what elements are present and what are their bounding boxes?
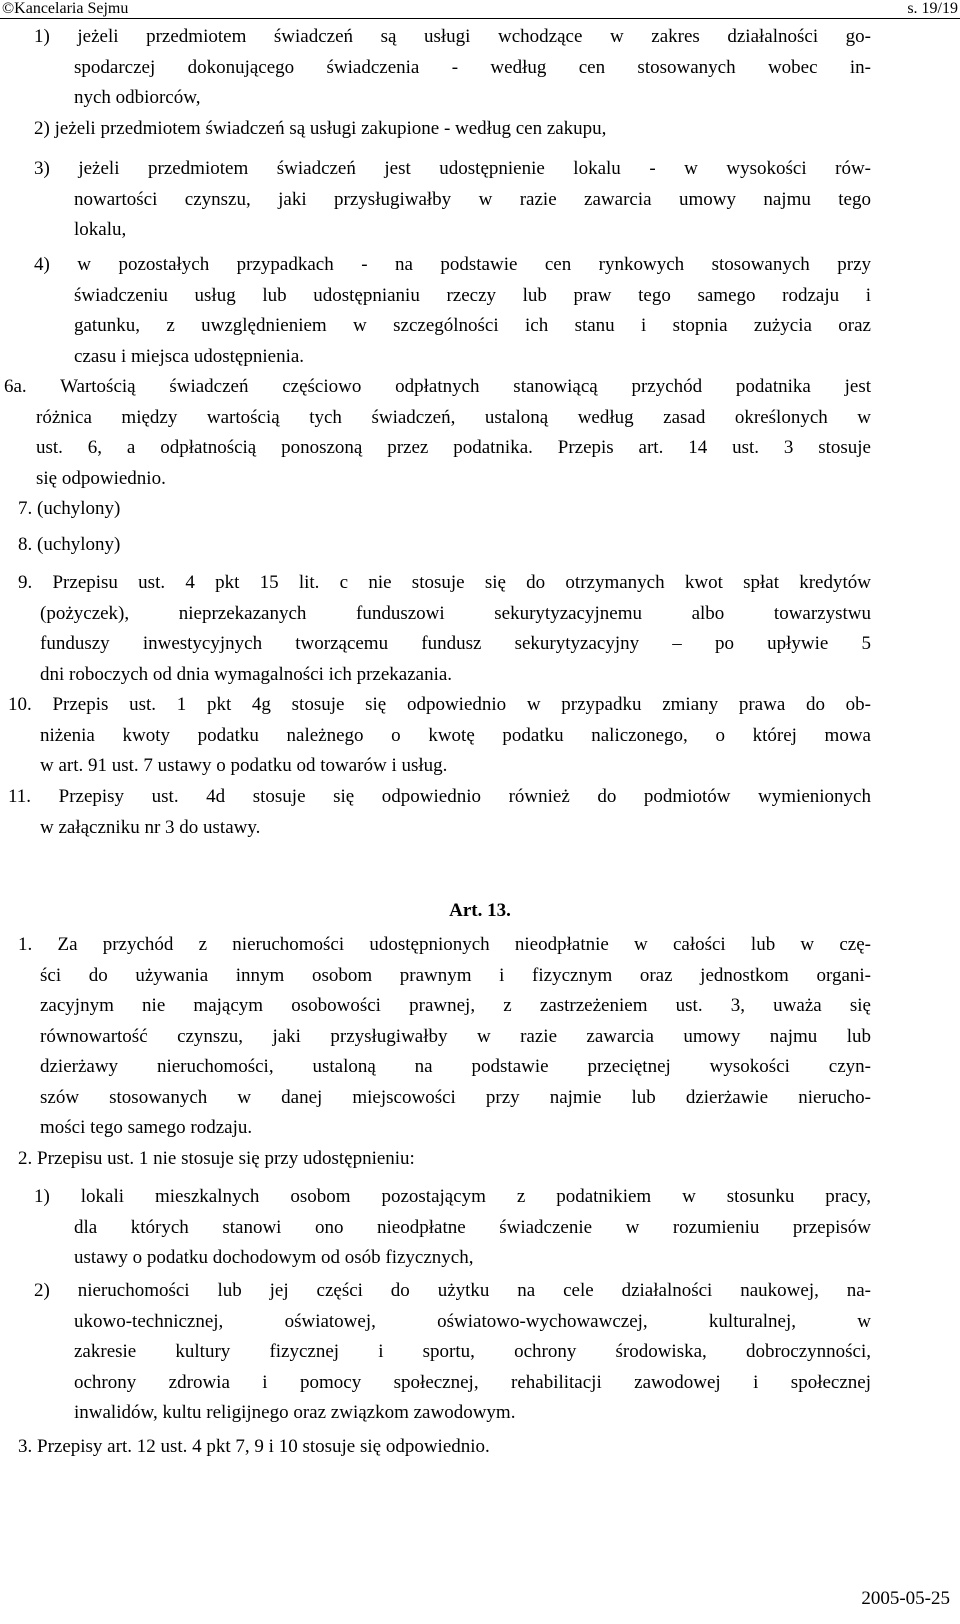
text-line: dla których stanowi ono nieodpłatne świadczenie w rozumieniu przepisów [74, 1216, 871, 1238]
text-line: 2) jeżeli przedmiotem świadczeń są usługi zakupione - według cen zakupu, [34, 118, 607, 139]
text-line: 8. (uchylony) [18, 534, 121, 555]
text-line: nych odbiorców, [74, 87, 201, 108]
text-line: (pożyczek), nieprzekazanych funduszowi sekurytyzacyjnemu albo towarzystwu [40, 602, 871, 624]
text-block [18, 530, 871, 561]
text-block [8, 690, 871, 782]
footer-date: 2005-05-25 [861, 1588, 950, 1609]
text-line: 2. Przepisu ust. 1 nie stosuje się przy udostępnieniu: [18, 1148, 415, 1169]
copyright-label: ©Kancelaria Sejmu [2, 0, 129, 17]
header-rule [0, 18, 960, 19]
text-line: lokalu, [74, 219, 127, 240]
text-line: ochrony zdrowia i pomocy społecznej, rehabilitacji zawodowej i społecznej [74, 1371, 871, 1393]
text-line: niżenia kwoty podatku należnego o kwotę podatku naliczonego, o której mowa [40, 724, 871, 746]
text-line: w art. 91 ust. 7 ustawy o podatku od towarów i usług. [40, 755, 448, 776]
text-line: ust. 6, a odpłatnością ponoszoną przez podatnika. Przepis art. 14 ust. 3 stosuje [36, 437, 871, 458]
text-line: spodarczej dokonującego świadczenia - według cen stosowanych wobec in- [74, 56, 871, 78]
text-line: gatunku, z uwzględnieniem w szczególności ich stanu i stopnia zużycia oraz [74, 315, 871, 336]
text-line: zacyjnym nie mającym osobowości prawnej, z zastrzeżeniem ust. 3, uważa się [40, 995, 871, 1016]
text-block [4, 372, 871, 494]
text-line: szów stosowanych w danej miejscowości przy najmie lub dzierżawie nierucho- [40, 1086, 871, 1108]
text-block [18, 930, 871, 1144]
text-line: 9. Przepisu ust. 4 pkt 15 lit. c nie stosuje się do otrzymanych kwot spłat kredytów [18, 572, 871, 593]
text-line: ukowo-technicznej, oświatowej, oświatowo-wychowawczej, kulturalnej, w [74, 1310, 871, 1332]
text-line: ustawy o podatku dochodowym od osób fizycznych, [74, 1247, 474, 1268]
text-block [34, 250, 871, 372]
text-line: w załączniku nr 3 do ustawy. [40, 816, 261, 838]
text-block [34, 1276, 871, 1429]
text-line: inwalidów, kultu religijnego oraz związkom zawodowym. [74, 1402, 516, 1423]
text-block [18, 568, 871, 690]
text-line: ści do używania innym osobom prawnym i fizycznym oraz jednostkom organi- [40, 964, 871, 986]
text-block [34, 1182, 871, 1274]
text-line: dzierżawy nieruchomości, ustaloną na podstawie przeciętnej wysokości czyn- [40, 1056, 871, 1077]
text-line: funduszy inwestycyjnych tworzącemu fundusz sekurytyzacyjny – po upływie 5 [40, 633, 871, 654]
text-line: 3. Przepisy art. 12 ust. 4 pkt 7, 9 i 10 stosuje się odpowiednio. [18, 1436, 490, 1457]
text-line: 7. (uchylony) [18, 498, 121, 519]
text-line: świadczeniu usług lub udostępnianiu rzeczy lub praw tego samego rodzaju i [74, 284, 871, 306]
text-block [34, 154, 871, 246]
text-line: 10. Przepis ust. 1 pkt 4g stosuje się odpowiednio w przypadku zmiany prawa do ob- [8, 694, 871, 715]
text-block [34, 22, 871, 114]
text-line: zakresie kultury fizycznej i sportu, ochrony środowiska, dobroczynności, [74, 1341, 871, 1362]
text-line: dni roboczych od dnia wymagalności ich przekazania. [40, 663, 453, 685]
text-line: 11. Przepisy ust. 4d stosuje się odpowiednio również do podmiotów wymienionych [8, 786, 871, 807]
text-line: różnica między wartością tych świadczeń, ustaloną według zasad określonych w [36, 406, 871, 428]
text-block [18, 494, 871, 525]
article-title: Art. 13. [449, 900, 511, 921]
text-line: 1. Za przychód z nieruchomości udostępnionych nieodpłatnie w całości lub w czę- [18, 934, 871, 955]
text-block [18, 1432, 871, 1463]
text-line: czasu i miejsca udostępnienia. [74, 345, 305, 367]
text-line: 4) w pozostałych przypadkach - na podstawie cen rynkowych stosowanych przy [34, 254, 871, 275]
text-line: mości tego samego rodzaju. [40, 1117, 253, 1138]
text-line: 1) lokali mieszkalnych osobom pozostającym z podatnikiem w stosunku pracy, [34, 1186, 871, 1207]
text-line: nowartości czynszu, jaki przysługiwałby w razie zawarcia umowy najmu tego [74, 188, 871, 210]
text-block [18, 1144, 871, 1175]
text-line: równowartość czynszu, jaki przysługiwałby w razie zawarcia umowy najmu lub [40, 1025, 871, 1047]
page-number: s. 19/19 [907, 0, 958, 17]
text-block [34, 114, 871, 145]
text-line: 3) jeżeli przedmiotem świadczeń jest udostępnienie lokalu - w wysokości rów- [34, 158, 871, 179]
text-line: się odpowiednio. [36, 467, 166, 489]
page-header [0, 0, 960, 20]
text-block [8, 782, 871, 843]
text-line: 1) jeżeli przedmiotem świadczeń są usługi wchodzące w zakres działalności go- [34, 26, 871, 47]
text-line: 2) nieruchomości lub jej części do użytku na cele działalności naukowej, na- [34, 1280, 871, 1301]
text-line: 6a. Wartością świadczeń częściowo odpłatnych stanowiącą przychód podatnika jest [4, 376, 871, 397]
